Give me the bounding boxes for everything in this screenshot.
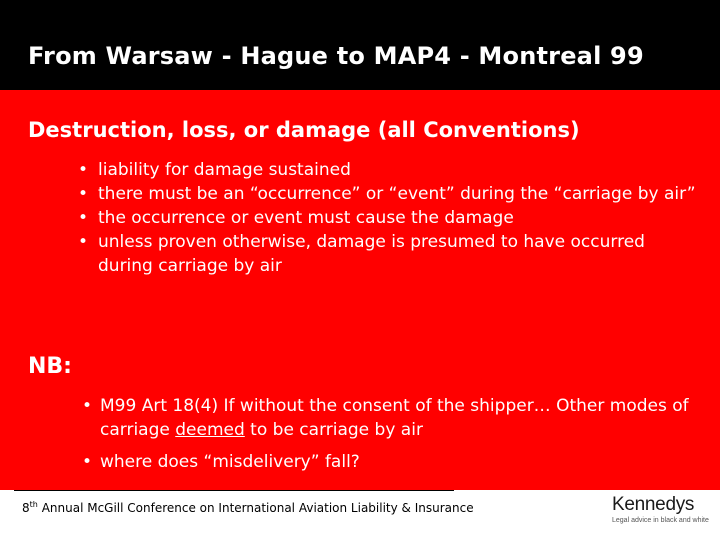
nb-heading: NB: [28, 354, 72, 379]
bullet-item: • the occurrence or event must cause the damage [78, 206, 698, 230]
footer-conference [22, 500, 474, 515]
logo-tagline: Legal advice in black and white [612, 517, 709, 524]
slide-title: From Warsaw - Hague to MAP4 - Montreal 99 [28, 42, 644, 70]
bullet-item: • liability for damage sustained [78, 158, 698, 182]
footer-ordinal-number: 8 [22, 501, 30, 515]
footer-conference-name: Annual McGill Conference on International Aviation Liability & Insurance [41, 501, 474, 515]
bullet-item: • there must be an “occurrence” or “event” during the “carriage by air” [78, 182, 698, 206]
title-bar [0, 0, 720, 90]
nb-bullet-text: M99 Art 18(4) If without the consent of the shipper… Other modes of carriage [100, 396, 689, 440]
bullet-item: • unless proven otherwise, damage is presumed to have occurred during carriage by air [78, 230, 698, 278]
kennedys-logo [612, 494, 712, 534]
footer-ordinal-suffix: th [29, 500, 38, 509]
underlined-term: deemed [175, 420, 245, 440]
nb-bullet-item: • where does “misdelivery” fall? [82, 450, 692, 474]
logo-wordmark: Kennedys [612, 494, 695, 515]
footer-divider [14, 490, 454, 491]
nb-bullet-list [82, 394, 692, 482]
section-heading: Destruction, loss, or damage (all Conventions) [28, 118, 580, 142]
bullet-list [78, 158, 698, 278]
nb-bullet-item [82, 394, 692, 442]
nb-bullet-text: to be carriage by air [244, 420, 423, 440]
